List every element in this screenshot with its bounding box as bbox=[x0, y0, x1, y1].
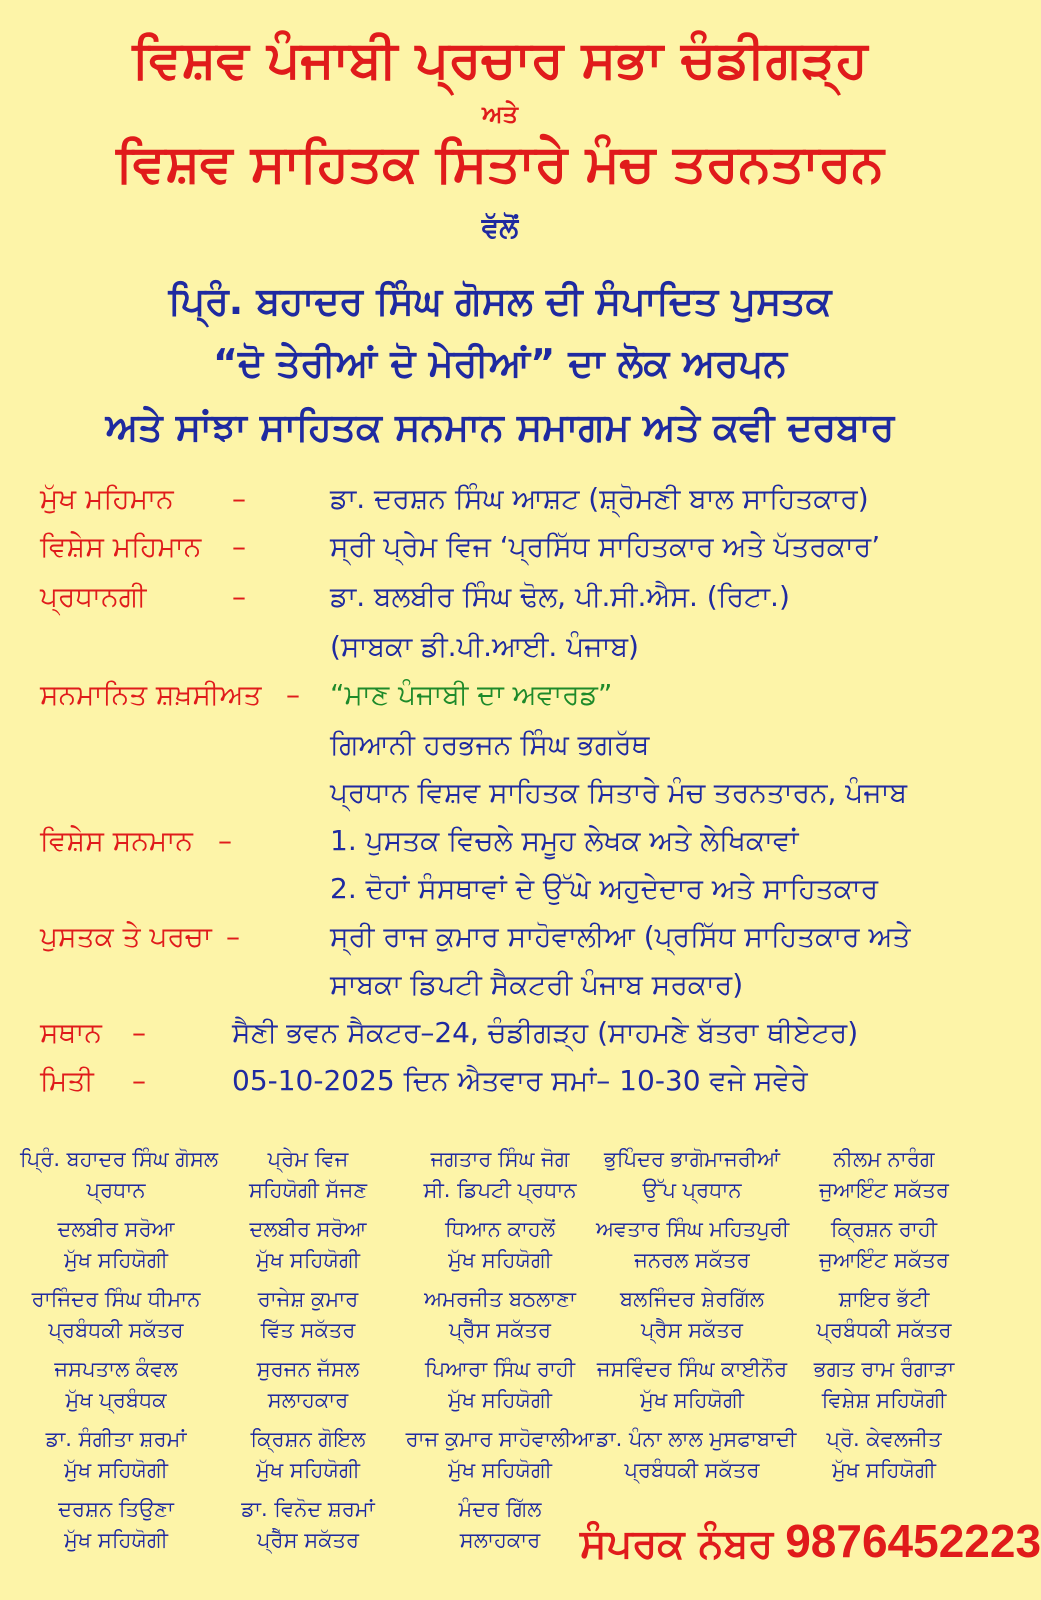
detail-value: “ਮਾਣ ਪੰਜਾਬੀ ਦਾ ਅਵਾਰਡ” bbox=[330, 678, 613, 711]
detail-value: ਪ੍ਰਧਾਨ ਵਿਸ਼ਵ ਸਾਹਿਤਕ ਸਿਤਾਰੇ ਮੰਚ ਤਰਨਤਾਰਨ, ਪੰਜਾਬ bbox=[330, 776, 908, 809]
member-role: ਮੁੱਖ ਸਹਿਯੋਗੀ bbox=[64, 1528, 168, 1552]
detail-value: (ਸਾਬਕਾ ਡੀ.ਪੀ.ਆਈ. ਪੰਜਾਬ) bbox=[330, 630, 639, 663]
member-role: ਸਲਾਹਕਾਰ bbox=[459, 1528, 541, 1552]
member-cell bbox=[404, 1214, 596, 1276]
member-role: ਜੁਆਇੰਟ ਸਕੱਤਰ bbox=[819, 1248, 949, 1272]
detail-dash: – bbox=[232, 530, 246, 563]
detail-value: ਸੈਣੀ ਭਵਨ ਸੈਕਟਰ–24, ਚੰਡੀਗੜ੍ਹ (ਸਾਹਮਣੇ ਬੱਤਰਾ ਥੀਏਟਰ) bbox=[232, 1016, 859, 1049]
detail-row bbox=[0, 1058, 1000, 1104]
detail-label: ਸਨਮਾਨਿਤ ਸ਼ਖ਼ਸੀਅਤ bbox=[40, 678, 262, 711]
member-cell bbox=[20, 1144, 219, 1206]
member-name: ਭੁਪਿੰਦਰ ਭਾਗੋਮਾਜਰੀਆਂ bbox=[603, 1147, 781, 1171]
detail-label: ਮਿਤੀ bbox=[40, 1064, 94, 1097]
detail-row bbox=[0, 818, 1000, 864]
member-name: ਪ੍ਰਿੰ. ਬਹਾਦਰ ਸਿੰਘ ਗੋਸਲ bbox=[20, 1147, 219, 1171]
member-name: ਸ਼ਾਇਰ ਭੱਟੀ bbox=[838, 1287, 930, 1311]
member-role: ਮੁੱਖ ਸਹਿਯੋਗੀ bbox=[832, 1458, 936, 1482]
detail-dash: – bbox=[218, 824, 232, 857]
member-role: ਸਲਾਹਕਾਰ bbox=[267, 1388, 349, 1412]
detail-dash: – bbox=[132, 1064, 146, 1097]
detail-dash: – bbox=[226, 920, 240, 953]
detail-value: ਸਾਬਕਾ ਡਿਪਟੀ ਸੈਕਟਰੀ ਪੰਜਾਬ ਸਰਕਾਰ) bbox=[330, 968, 744, 1001]
member-cell bbox=[788, 1354, 980, 1416]
member-name: ਅਮਰਜੀਤ ਬਠਲਾਣਾ bbox=[424, 1287, 576, 1311]
member-role: ਪ੍ਰੈਸ ਸਕੱਤਰ bbox=[641, 1318, 743, 1342]
headline-1: ਪ੍ਰਿੰ. ਬਹਾਦਰ ਸਿੰਘ ਗੋਸਲ ਦੀ ਸੰਪਾਦਿਤ ਪੁਸਤਕ bbox=[168, 279, 832, 323]
member-name: ਡਾ. ਵਿਨੋਦ ਸ਼ਰਮਾਂ bbox=[241, 1497, 375, 1521]
member-role: ਪ੍ਰੈੱਸ ਸਕੱਤਰ bbox=[257, 1528, 359, 1552]
member-name: ਭਗਤ ਰਾਮ ਰੰਗਾੜਾ bbox=[813, 1357, 955, 1381]
detail-row bbox=[0, 524, 1000, 570]
member-name: ਜਗਤਾਰ ਸਿੰਘ ਜੋਗ bbox=[430, 1147, 570, 1171]
member-cell bbox=[212, 1284, 404, 1346]
member-role: ਵਿੱਤ ਸਕੱਤਰ bbox=[260, 1318, 356, 1342]
member-cell bbox=[20, 1354, 212, 1416]
member-name: ਸੁਰਜਨ ਜੱਸਲ bbox=[256, 1357, 360, 1381]
member-cell bbox=[596, 1354, 788, 1416]
member-cell bbox=[212, 1424, 404, 1486]
detail-value: 2. ਦੋਹਾਂ ਸੰਸਥਾਵਾਂ ਦੇ ਉੱਘੇ ਅਹੁਦੇਦਾਰ ਅਤੇ ਸਾਹਿਤਕਾਰ bbox=[330, 872, 879, 905]
member-role: ਸੀ. ਡਿਪਟੀ ਪ੍ਰਧਾਨ bbox=[423, 1178, 577, 1202]
detail-label: ਪੁਸਤਕ ਤੇ ਪਰਚਾ bbox=[40, 920, 212, 953]
detail-row bbox=[0, 914, 1000, 960]
detail-row bbox=[0, 770, 1000, 816]
member-role: ਵਿਸ਼ੇਸ਼ ਸਹਿਯੋਗੀ bbox=[821, 1388, 947, 1412]
detail-value: ਗਿਆਨੀ ਹਰਭਜਨ ਸਿੰਘ ਭਗਰੱਥ bbox=[330, 728, 650, 761]
member-name: ਪ੍ਰੋ. ਕੇਵਲਜੀਤ bbox=[826, 1427, 942, 1451]
member-name: ਰਾਜੇਸ਼ ਕੁਮਾਰ bbox=[257, 1287, 359, 1311]
detail-value: 05-10-2025 ਦਿਨ ਐਤਵਾਰ ਸਮਾਂ– 10-30 ਵਜੇ ਸਵੇਰੇ bbox=[232, 1064, 808, 1097]
detail-row bbox=[0, 476, 1000, 522]
headline-3: ਅਤੇ ਸਾਂਝਾ ਸਾਹਿਤਕ ਸਨਮਾਨ ਸਮਾਗਮ ਅਤੇ ਕਵੀ ਦਰਬਾਰ bbox=[105, 405, 895, 449]
org-title-1: ਵਿਸ਼ਵ ਪੰਜਾਬੀ ਪ੍ਰਚਾਰ ਸਭਾ ਚੰਡੀਗੜ੍ਹ bbox=[132, 30, 868, 90]
member-name: ਦਲਬੀਰ ਸਰੋਆ bbox=[249, 1217, 367, 1241]
member-name: ਰਾਜਿੰਦਰ ਸਿੰਘ ਧੀਮਾਨ bbox=[31, 1287, 201, 1311]
member-role: ਮੁੱਖ ਪ੍ਰਬੰਧਕ bbox=[65, 1388, 167, 1412]
detail-label: ਮੁੱਖ ਮਹਿਮਾਨ bbox=[40, 482, 174, 515]
member-name: ਕ੍ਰਿਸ਼ਨ ਰਾਹੀ bbox=[830, 1217, 938, 1241]
member-cell bbox=[20, 1284, 212, 1346]
member-cell bbox=[788, 1214, 980, 1276]
member-name: ਬਲਜਿੰਦਰ ਸ਼ੇਰਗਿੱਲ bbox=[620, 1287, 764, 1311]
member-role: ਮੁੱਖ ਸਹਿਯੋਗੀ bbox=[448, 1248, 552, 1272]
member-cell bbox=[596, 1284, 788, 1346]
contact-label: ਸੰਪਰਕ ਨੰਬਰ bbox=[580, 1521, 774, 1567]
detail-row bbox=[0, 574, 1000, 620]
member-role: ਜੁਆਇੰਟ ਸਕੱਤਰ bbox=[819, 1178, 949, 1202]
contact-number: 9876452223 bbox=[785, 1515, 1041, 1567]
member-cell bbox=[404, 1424, 596, 1486]
member-cell bbox=[20, 1494, 212, 1556]
member-cell bbox=[212, 1494, 404, 1556]
member-cell bbox=[404, 1354, 596, 1416]
member-cell bbox=[212, 1144, 404, 1206]
headline-2: “ਦੋ ਤੇਰੀਆਂ ਦੋ ਮੇਰੀਆਂ” ਦਾ ਲੋਕ ਅਰਪਨ bbox=[212, 341, 787, 385]
org-title-2: ਵਿਸ਼ਵ ਸਾਹਿਤਕ ਸਿਤਾਰੇ ਮੰਚ ਤਰਨਤਾਰਨ bbox=[116, 134, 884, 194]
member-role: ਮੁੱਖ ਸਹਿਯੋਗੀ bbox=[640, 1388, 744, 1412]
member-name: ਅਵਤਾਰ ਸਿੰਘ ਮਹਿਤਪੁਰੀ bbox=[596, 1217, 790, 1241]
member-name: ਡਾ. ਸੰਗੀਤਾ ਸ਼ਰਮਾਂ bbox=[45, 1427, 187, 1451]
member-name: ਕ੍ਰਿਸ਼ਨ ਗੋਇਲ bbox=[250, 1427, 366, 1451]
detail-label: ਸਥਾਨ bbox=[40, 1016, 102, 1049]
detail-value: ਡਾ. ਬਲਬੀਰ ਸਿੰਘ ਢੋਲ, ਪੀ.ਸੀ.ਐਸ. (ਰਿਟਾ.) bbox=[330, 580, 790, 613]
contact-block bbox=[580, 1514, 1041, 1568]
member-role: ਪ੍ਰਬੰਧਕੀ ਸਕੱਤਰ bbox=[624, 1458, 760, 1482]
member-role: ਮੁੱਖ ਸਹਿਯੋਗੀ bbox=[256, 1248, 360, 1272]
member-name: ਪਿਆਰਾ ਸਿੰਘ ਰਾਹੀ bbox=[424, 1357, 576, 1381]
member-role: ਜਨਰਲ ਸਕੱਤਰ bbox=[634, 1248, 750, 1272]
detail-dash: – bbox=[232, 482, 246, 515]
member-name: ਪ੍ਰੇਮ ਵਿਜ bbox=[267, 1147, 349, 1171]
detail-dash: – bbox=[286, 678, 300, 711]
detail-label: ਵਿਸ਼ੇਸ ਸਨਮਾਨ bbox=[40, 824, 193, 857]
detail-value: 1. ਪੁਸਤਕ ਵਿਚਲੇ ਸਮੂਹ ਲੇਖਕ ਅਤੇ ਲੇਖਿਕਾਵਾਂ bbox=[330, 824, 799, 857]
member-cell bbox=[212, 1214, 404, 1276]
member-name: ਰਾਜ ਕੁਮਾਰ ਸਾਹੋਵਾਲੀਆ bbox=[405, 1427, 595, 1451]
member-role: ਮੁੱਖ ਸਹਿਯੋਗੀ bbox=[64, 1458, 168, 1482]
member-role: ਮੁੱਖ ਸਹਿਯੋਗੀ bbox=[448, 1388, 552, 1412]
member-role: ਮੁੱਖ ਸਹਿਯੋਗੀ bbox=[64, 1248, 168, 1272]
member-name: ਜਸਪਤਾਲ ਕੰਵਲ bbox=[54, 1357, 178, 1381]
member-name: ਦਲਬੀਰ ਸਰੋਆ bbox=[57, 1217, 175, 1241]
member-name: ਨੀਲਮ ਨਾਰੰਗ bbox=[833, 1147, 935, 1171]
member-role: ਸਹਿਯੋਗੀ ਸੱਜਣ bbox=[248, 1178, 368, 1202]
member-cell bbox=[788, 1284, 980, 1346]
member-cell bbox=[596, 1144, 788, 1206]
detail-value: ਸ੍ਰੀ ਰਾਜ ਕੁਮਾਰ ਸਾਹੋਵਾਲੀਆ (ਪ੍ਰਸਿੱਧ ਸਾਹਿਤਕਾਰ ਅਤੇ bbox=[330, 920, 911, 953]
member-role: ਉੱਪ ਪ੍ਰਧਾਨ bbox=[642, 1178, 742, 1202]
member-name: ਮੰਦਰ ਗਿੱਲ bbox=[458, 1497, 542, 1521]
conjunction-ate: ਅਤੇ bbox=[482, 100, 518, 128]
member-cell bbox=[596, 1424, 797, 1486]
member-role: ਪ੍ਰਧਾਨ bbox=[86, 1178, 146, 1202]
detail-row bbox=[0, 1010, 1000, 1056]
detail-row bbox=[0, 672, 1000, 718]
member-cell bbox=[788, 1424, 980, 1486]
member-cell bbox=[404, 1284, 596, 1346]
member-name: ਜਸਵਿੰਦਰ ਸਿੰਘ ਕਾਈਨੌਰ bbox=[596, 1357, 788, 1381]
detail-dash: – bbox=[232, 580, 246, 613]
member-role: ਪ੍ਰਬੰਧਕੀ ਸਕੱਤਰ bbox=[48, 1318, 184, 1342]
member-cell bbox=[404, 1144, 596, 1206]
vallon-label: ਵੱਲੋਂ bbox=[481, 211, 519, 244]
member-cell bbox=[20, 1214, 212, 1276]
member-role: ਪ੍ਰੈੱਸ ਸਕੱਤਰ bbox=[449, 1318, 551, 1342]
member-cell bbox=[212, 1354, 404, 1416]
detail-value: ਸ੍ਰੀ ਪ੍ਰੇਮ ਵਿਜ ‘ਪ੍ਰਸਿੱਧ ਸਾਹਿਤਕਾਰ ਅਤੇ ਪੱਤਰਕਾਰ’ bbox=[330, 530, 881, 563]
member-cell bbox=[596, 1214, 788, 1276]
detail-row bbox=[0, 962, 1000, 1008]
member-cell bbox=[404, 1494, 596, 1556]
detail-row bbox=[0, 624, 1000, 670]
member-name: ਦਰਸ਼ਨ ਤਿਉਣਾ bbox=[58, 1497, 174, 1521]
member-cell bbox=[788, 1144, 980, 1206]
detail-row bbox=[0, 866, 1000, 912]
detail-row bbox=[0, 722, 1000, 768]
detail-label: ਪ੍ਰਧਾਨਗੀ bbox=[40, 580, 147, 613]
detail-value: ਡਾ. ਦਰਸ਼ਨ ਸਿੰਘ ਆਸ਼ਟ (ਸ਼੍ਰੋਮਣੀ ਬਾਲ ਸਾਹਿਤਕਾਰ) bbox=[330, 482, 869, 515]
member-role: ਪ੍ਰਬੰਧਕੀ ਸਕੱਤਰ bbox=[816, 1318, 952, 1342]
member-name: ਡਾ. ਪੰਨਾ ਲਾਲ ਮੁਸਫਾਬਾਦੀ bbox=[596, 1427, 797, 1451]
detail-dash: – bbox=[132, 1016, 146, 1049]
member-role: ਮੁੱਖ ਸਹਿਯੋਗੀ bbox=[256, 1458, 360, 1482]
member-role: ਮੁੱਖ ਸਹਿਯੋਗੀ bbox=[448, 1458, 552, 1482]
member-name: ਧਿਆਨ ਕਾਹਲੋਂ bbox=[444, 1217, 556, 1241]
detail-label: ਵਿਸ਼ੇਸ ਮਹਿਮਾਨ bbox=[40, 530, 202, 563]
member-cell bbox=[20, 1424, 212, 1486]
